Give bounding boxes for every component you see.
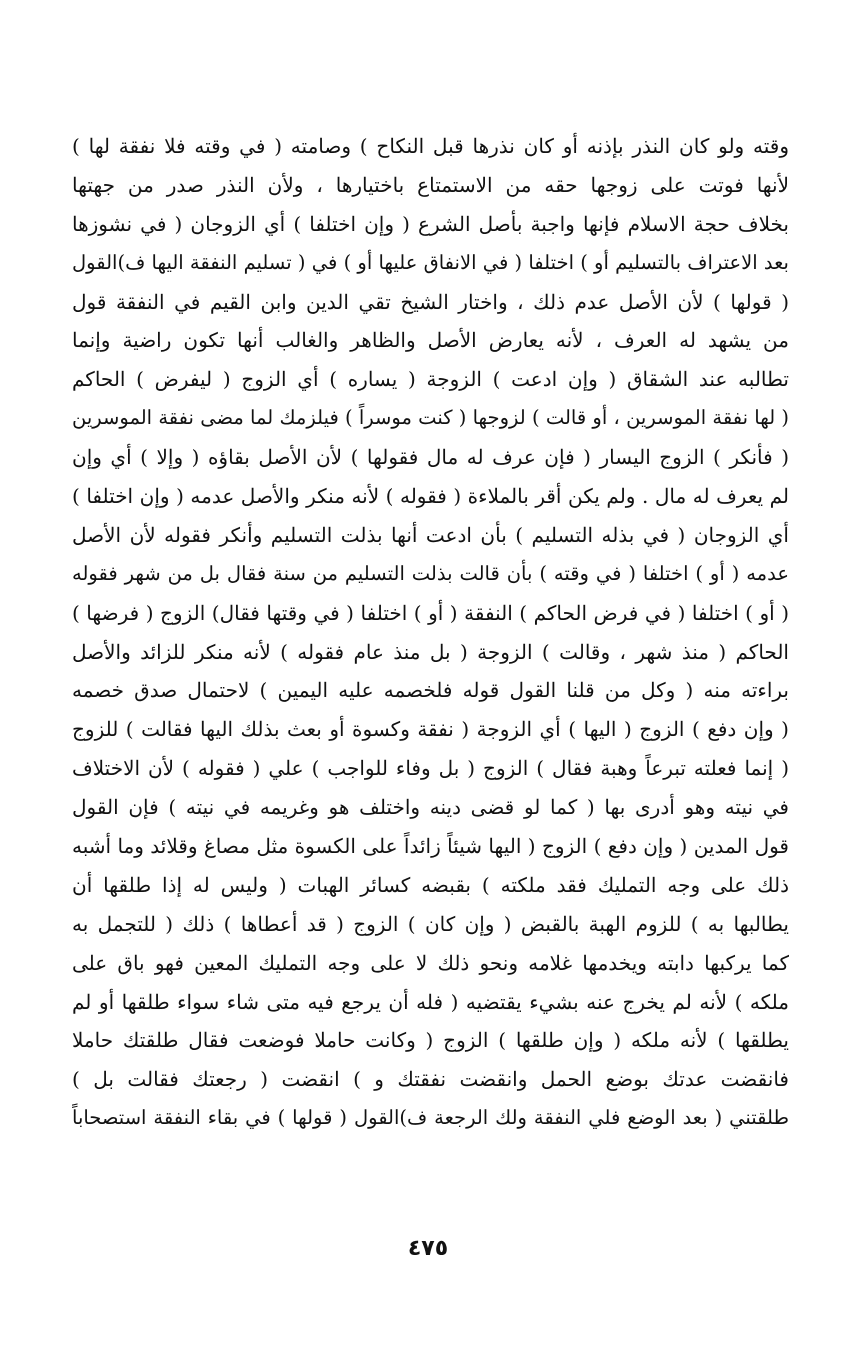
text-line: ( أو ) اختلفا ( في فرض الحاكم ) النفقة ( أو ) اختلفا ( في وقتها فقال) الزوج ( فرضها ) <box>72 600 789 625</box>
text-line: عدمه ( أو ) اختلفا ( في وقته ) بأن قالت بذلت التسليم من سنة فقال بل من شهر فقوله <box>72 561 789 585</box>
body-text <box>72 127 789 1138</box>
text-line: فانقضت عدتك بوضع الحمل وانقضت نفقتك و ) انقضت ( رجعتك فقالت بل ) <box>72 1067 789 1092</box>
text-line: بخلاف حجة الاسلام فإنها واجبة بأصل الشرع ( وإن اختلفا ) أي الزوجان ( في نشوزها <box>72 211 789 236</box>
page-number: ٤٧٥ <box>407 1236 449 1261</box>
text-line: ( وإن دفع ) الزوج ( اليها ) أي الزوجة ( نفقة وكسوة أو بعث بذلك اليها فقالت ) للزوج <box>72 717 789 742</box>
text-line: ملكه ) لأنه لم يخرج عنه بشيء يقتضيه ( فله أن يرجع فيه متى شاء سواء طلقها أو لم <box>72 989 789 1014</box>
text-line: براءته منه ( وكل من قلنا القول قوله فلخصمه عليه اليمين ) لاحتمال صدق خصمه <box>72 678 789 703</box>
text-line: ذلك على وجه التمليك فقد ملكته ) بقبضه كسائر الهبات ( وليس له إذا طلقها أن <box>72 872 789 897</box>
text-line: ( فأنكر ) الزوج اليسار ( فإن عرف له مال فقولها ) لأن الأصل بقاؤه ( وإلا ) أي وإن <box>72 445 789 470</box>
text-line: ( إنما فعلته تبرعاً وهبة فقال ) الزوج ( بل وفاء للواجب ) علي ( فقوله ) لأن الاختلاف <box>72 756 789 781</box>
text-line: كما يركبها دابته ويخدمها غلامه ونحو ذلك لا على وجه التمليك المعين فهو باق على <box>72 950 789 975</box>
text-line: من يشهد له العرف ، لأنه يعارض الأصل والظاهر والغالب أنها تكون راضية وإنما <box>72 328 789 353</box>
text-line: بعد الاعتراف بالتسليم أو ) اختلفا ( في الانفاق عليها أو ) في ( تسليم النفقة اليها ف)القول <box>72 250 789 274</box>
text-line: قول المدين ( وإن دفع ) الزوج ( اليها شيئاً زائداً على الكسوة مثل مصاغ وقلائد وما أشبه <box>72 834 789 859</box>
text-line: أي الزوجان ( في بذله التسليم ) بأن ادعت أنها بذلت التسليم وأنكر فقوله لأن الأصل <box>72 522 789 547</box>
text-line: يطلقها ) لأنه ملكه ( وإن طلقها ) الزوج ( وكانت حاملا فوضعت فقال طلقتك حاملا <box>72 1028 789 1053</box>
text-line: طلقتني ( بعد الوضع فلي النفقة ولك الرجعة ف)القول ( قولها ) في بقاء النفقة استصحاباً <box>72 1106 789 1130</box>
text-line: في نيته وهو أدرى بها ( كما لو قضى دينه واختلف هو وغريمه في نيته ) فإن القول <box>72 795 789 820</box>
text-line: تطالبه عند الشقاق ( وإن ادعت ) الزوجة ( يساره ) أي الزوج ( ليفرض ) الحاكم <box>72 367 789 392</box>
text-line: ( قولها ) لأن الأصل عدم ذلك ، واختار الشيخ تقي الدين وابن القيم في النفقة قول <box>72 289 789 314</box>
text-line: ( لها نفقة الموسرين ، أو قالت ) لزوجها ( كنت موسراً ) فيلزمك لما مضى نفقة الموسرين <box>72 406 789 430</box>
text-line: يطالبها به ) للزوم الهبة بالقبض ( وإن كان ) الزوج ( قد أعطاها ) ذلك ( للتجمل به <box>72 911 789 936</box>
text-line: وقته ولو كان النذر بإذنه أو كان نذرها قبل النكاح ) وصامته ( في وقته فلا نفقة لها ) <box>72 134 789 158</box>
text-line: لم يعرف له مال . ولم يكن أقر بالملاءة ( فقوله ) لأنه منكر والأصل عدمه ( وإن اختلفا ) <box>72 484 789 509</box>
text-line: الحاكم ( منذ شهر ، وقالت ) الزوجة ( بل منذ عام فقوله ) لأنه منكر للزائد والأصل <box>72 639 789 664</box>
text-line: لأنها فوتت على زوجها حقه من الاستمتاع باختيارها ، ولأن النذر صدر من جهتها <box>72 172 789 197</box>
